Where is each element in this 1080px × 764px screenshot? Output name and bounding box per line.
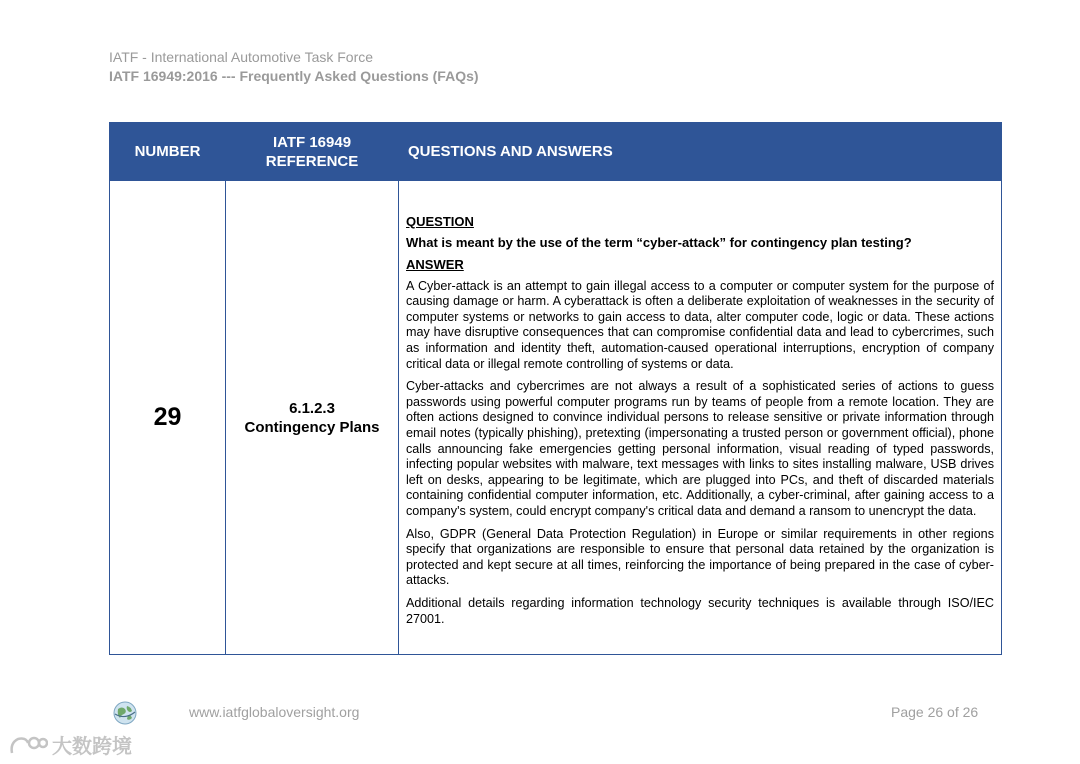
faq-question-answer bbox=[399, 181, 1002, 655]
column-header-reference-line1: IATF 16949 bbox=[272, 133, 352, 151]
faq-reference bbox=[226, 181, 399, 655]
table-row bbox=[110, 181, 1002, 655]
answer-paragraph: A Cyber-attack is an attempt to gain illegal access to a computer or computer system for the purpose of causing damage or harm. A cyberattack is often a deliberate exploitation of weaknesses in the security of computer systems or networks to gain access to data, alter computer code, logic or data. These actions may have disruptive consequences that can compromise confidential data and lead to cybercrimes, such as information and identity theft, automation-caused operational interruptions, encryption of company critical data or illegal remote controlling of systems or data. bbox=[406, 278, 994, 371]
watermark-logo-icon bbox=[8, 733, 48, 757]
page-header bbox=[109, 48, 479, 86]
reference-code: 6.1.2.3 bbox=[289, 399, 335, 417]
question-label: QUESTION bbox=[406, 213, 474, 229]
question-text: What is meant by the use of the term “cyber-attack” for contingency plan testing? bbox=[406, 235, 912, 251]
answer-label: ANSWER bbox=[406, 257, 464, 273]
faq-number: 29 bbox=[110, 181, 226, 655]
footer-website-link[interactable]: www.iatfglobaloversight.org bbox=[189, 704, 360, 720]
column-header-reference-line2: REFERENCE bbox=[265, 152, 359, 170]
header-document-title: IATF 16949:2016 --- Frequently Asked Questions (FAQs) bbox=[109, 68, 479, 84]
globe-logo-icon bbox=[112, 700, 138, 726]
header-org-name: IATF - International Automotive Task Force bbox=[109, 49, 374, 65]
column-header-number: NUMBER bbox=[110, 123, 226, 181]
table-header-row bbox=[110, 123, 1002, 181]
watermark-text: 大数跨境 bbox=[52, 736, 132, 758]
reference-title: Contingency Plans bbox=[244, 418, 380, 436]
footer-page-number: Page 26 of 26 bbox=[891, 704, 979, 720]
answer-paragraph: Additional details regarding information technology security techniques is available through ISO/IEC 27001. bbox=[406, 595, 994, 626]
answer-paragraph: Cyber-attacks and cybercrimes are not always a result of a sophisticated series of actions to guess passwords using powerful computer programs run by teams of people from a remote location. They are often actions designed to convince individual persons to release sensitive or private information through email notes (typically phishing), pretexting (impersonating a trusted person or government official), phone calls announcing fake emergencies getting personal information, visual reading of typed passwords, infecting popular websites with malware, text messages with links to sites installing malware, USB drives left on desks, appearing to be legitimate, which are plugged into PCs, and theft of discarded materials containing confidential computer information, etc. Additionally, a cyber-criminal, after gaining access to a company's system, could encrypt company's critical data and demand a ransom to unencrypt the data. bbox=[406, 379, 994, 518]
watermark bbox=[8, 730, 132, 759]
answer-paragraph: Also, GDPR (General Data Protection Regulation) in Europe or similar requirements in other regions specify that organizations are responsible to ensure that personal data retained by the organization is protected and kept secure at all times, reinforcing the importance of being prepared in the case of cyber-attacks. bbox=[406, 526, 994, 588]
column-header-qa: QUESTIONS AND ANSWERS bbox=[399, 123, 1002, 181]
faq-table bbox=[109, 122, 1002, 655]
column-header-reference bbox=[226, 123, 399, 181]
